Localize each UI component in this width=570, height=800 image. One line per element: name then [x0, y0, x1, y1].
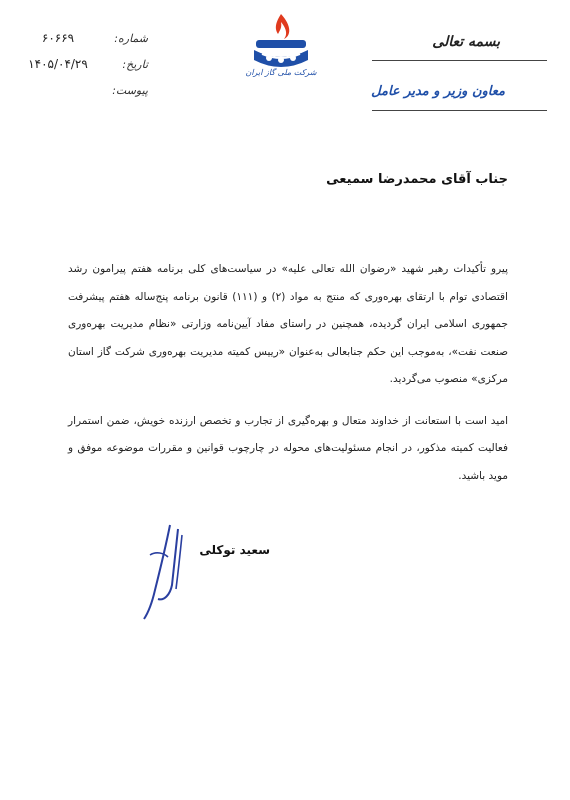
date-label: تاریخ: [122, 57, 148, 71]
attachment-label: پیوست: [112, 83, 148, 97]
header-divider-bottom [372, 110, 547, 111]
number-label: شماره: [114, 31, 148, 45]
deputy-title: معاون وزیر و مدیر عامل [371, 84, 505, 99]
letter-body [68, 256, 508, 504]
company-name: شرکت ملی گاز ایران [245, 68, 317, 77]
number-row [8, 25, 148, 51]
body-paragraph-2: امید است با استعانت از خداوند متعال و بهره‌گیری از تجارب و تخصص ارزنده خویش، ضمن استمرار فعالیت کمیته مذکور، در انجام مسئولیت‌های محوله در چارچوب قوانین و مقررات موضوعه موفق و موید باشید. [68, 414, 508, 482]
recipient: جناب آقای محمدرضا سمیعی [326, 172, 508, 187]
handwritten-signature [130, 515, 200, 625]
date-value: ۱۴۰۵/۰۴/۲۹ [28, 57, 88, 71]
attachment-row [8, 77, 148, 103]
date-row [8, 51, 148, 77]
header-divider-top [372, 60, 547, 61]
body-paragraph-1: پیرو تأکیدات رهبر شهید «رضوان الله تعالی علیه» در سیاست‌های کلی برنامه هفتم پیرامون رشد اقتصادی توام با ارتقای بهره‌وری که منتج به مواد (۲) و (۱۱۱) قانون برنامه پنج‌ساله هفتم پیشرفت جمهوری اسلامی ایران گردیده، همچنین در راستای مفاد آیین‌نامه وزارتی «نظام مدیریت بهره‌وری صنعت نفت»، به‌موجب این حکم جنابعالی به‌عنوان «رییس کمیته مدیریت بهره‌وری شرکت گاز استان مرکزی» منصوب می‌گردید. [68, 263, 508, 385]
number-value: ۶۰۶۶۹ [41, 31, 75, 45]
letter-meta [8, 25, 148, 103]
signer-name: سعید توکلی [199, 543, 270, 557]
basmala: بسمه تعالی [432, 34, 500, 50]
